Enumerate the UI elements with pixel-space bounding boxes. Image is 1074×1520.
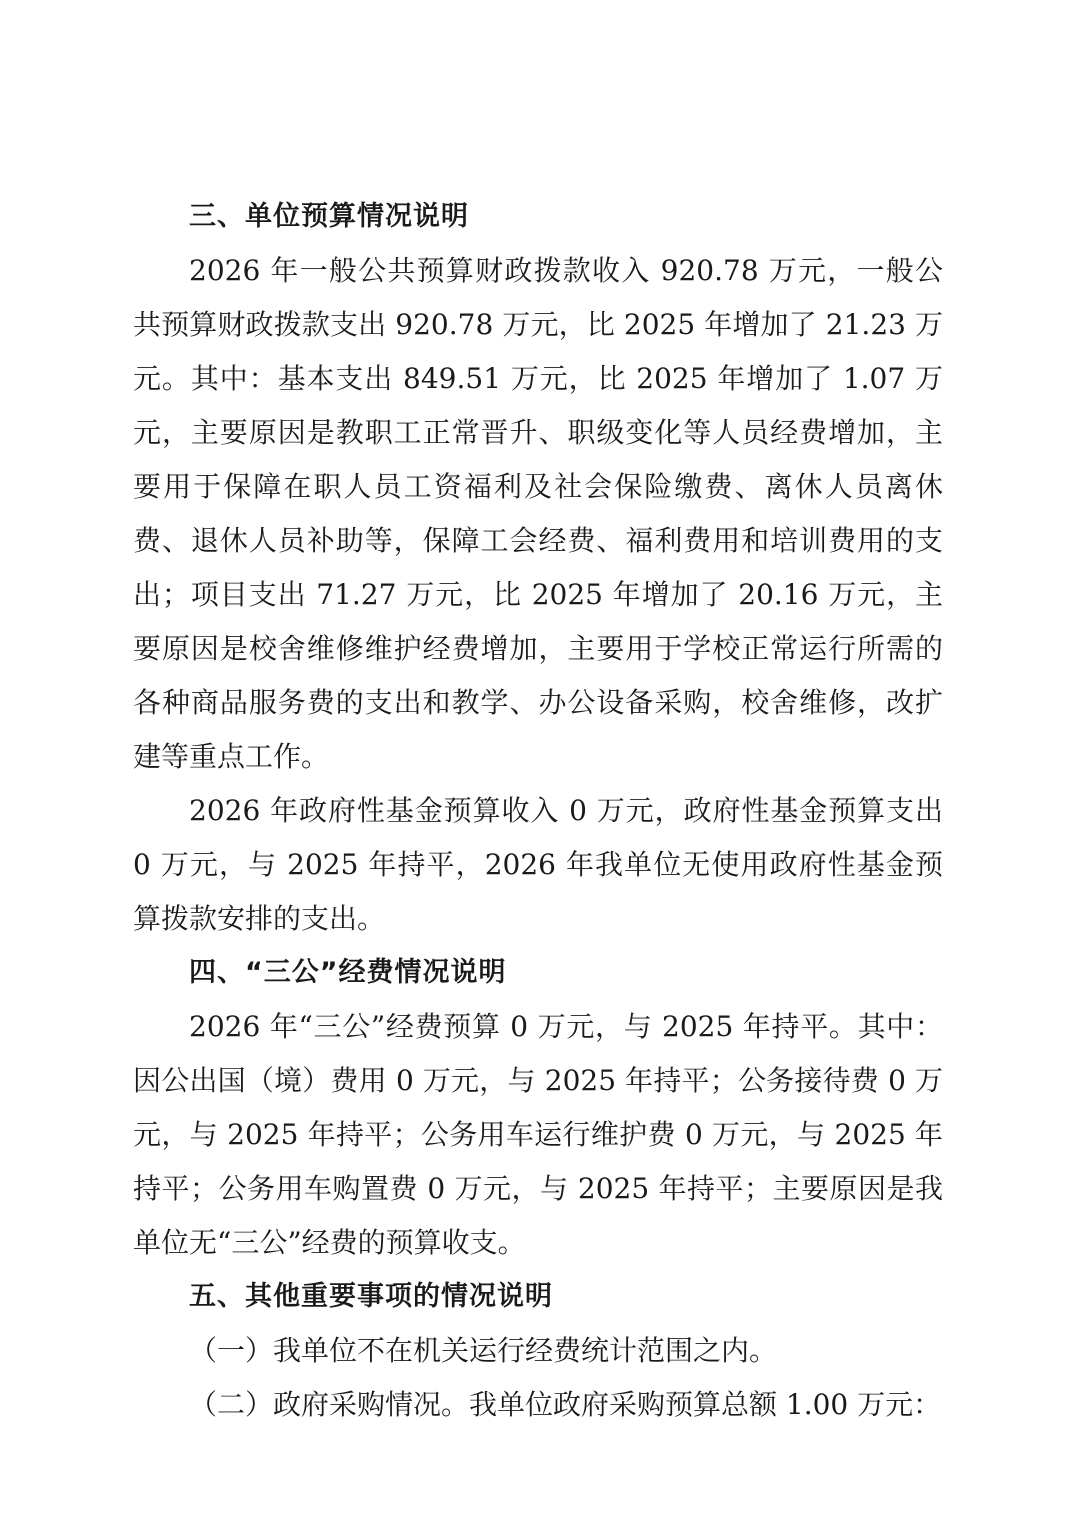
paragraph-operating-costs: （一）我单位不在机关运行经费统计范围之内。 — [189, 1334, 778, 1367]
document-body — [133, 190, 943, 1432]
paragraph-government-fund: 2026 年政府性基金预算收入 0 万元，政府性基金预算支出 0 万元，与 2025 年持平，2026 年我单位无使用政府性基金预算拨款安排的支出。 — [133, 794, 943, 935]
paragraph-general-budget: 2026 年一般公共预算财政拨款收入 920.78 万元，一般公共预算财政拨款支出 920.78 万元，比 2025 年增加了 21.23 万元。其中：基本支出 849.51 万元，比 2025 年增加了 1.07 万元，主要原因是教职工正常晋升、职级变化等人员经费增加，主要用于保障在职人员工资福利及社会保险缴费、离休人员离休费、退休人员补助等，保障工会经费、福利费用和培训费用的支出；项目支出 71.27 万元，比 2025 年增加了 20.16 万元，主要原因是校舍维修维护经费增加，主要用于学校正常运行所需的各种商品服务费的支出和教学、办公设备采购，校舍维修，改扩建等重点工作。 — [133, 254, 943, 773]
section-heading-three-public: 四、“三公”经费情况说明 — [189, 957, 507, 988]
section-heading-other-matters: 五、其他重要事项的情况说明 — [189, 1281, 553, 1312]
section-heading-unit-budget: 三、单位预算情况说明 — [189, 201, 469, 232]
paragraph-three-public-budget: 2026 年“三公”经费预算 0 万元，与 2025 年持平。其中：因公出国（境）费用 0 万元，与 2025 年持平；公务接待费 0 万元，与 2025 年持平；公务用车运行维护费 0 万元，与 2025 年持平；公务用车购置费 0 万元，与 2025 年持平；主要原因是我单位无“三公”经费的预算收支。 — [133, 1010, 943, 1259]
paragraph-procurement: （二）政府采购情况。我单位政府采购预算总额 1.00 万元： — [189, 1388, 942, 1421]
